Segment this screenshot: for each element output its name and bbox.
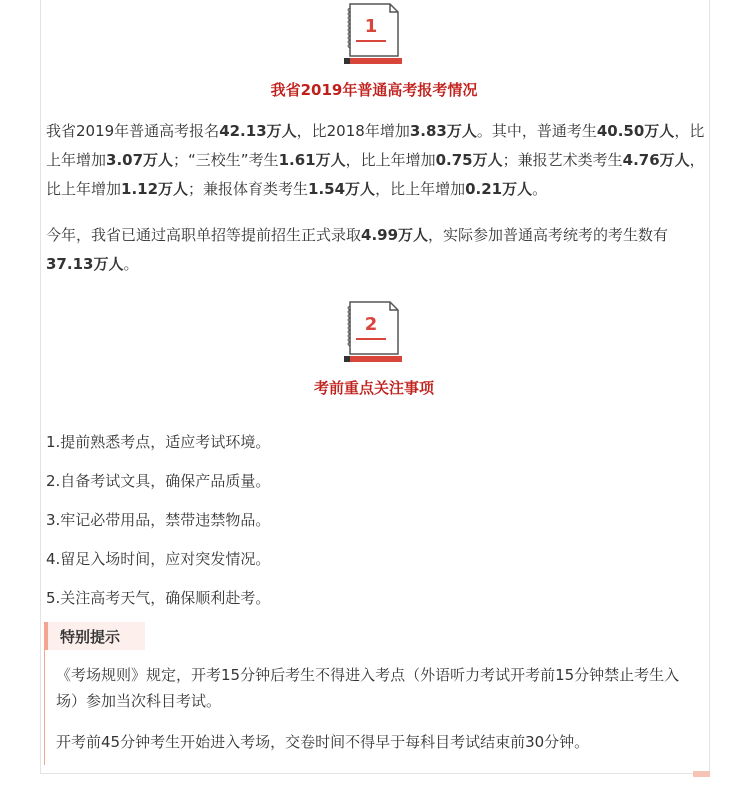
note-icon: [344, 300, 404, 364]
paragraph-text: ；兼报体育类考生: [188, 180, 309, 198]
number-underline: [356, 338, 386, 340]
tip-paragraph-2: 开考前45分钟考生开始进入考场，交卷时间不得早于每科目考试结束前30分钟。: [56, 733, 590, 751]
highlight-figure: 40.50万人: [596, 122, 675, 140]
icon-base: [344, 58, 402, 64]
section-title: 考前重点关注事项: [313, 379, 434, 397]
section-title: 我省2019年普通高考报考情况: [270, 81, 478, 99]
paragraph-text: ，实际参加普通高考统考的考生数有: [428, 226, 669, 244]
paragraph-text: ，比上年增加: [46, 151, 705, 198]
corner-mark: [693, 771, 710, 777]
paragraph-text: ；兼报艺术类考生: [502, 151, 623, 169]
list-item: 1.提前熟悉考点，适应考试环境。: [46, 433, 271, 451]
highlight-figure: 42.13万人: [219, 122, 297, 140]
paragraph-text: ，比2018年增加: [296, 122, 410, 140]
highlight-figure: 0.21万人: [465, 180, 533, 198]
highlight-figure: 3.83万人: [409, 122, 477, 140]
highlight-figure: 1.61万人: [278, 151, 346, 169]
highlight-figure: 37.13万人: [46, 255, 124, 273]
highlight-figure: 1.54万人: [308, 180, 376, 198]
highlight-figure: 4.76万人: [622, 151, 690, 169]
paragraph-text: ；“三校生”考生: [173, 151, 279, 169]
list-item: 5.关注高考天气，确保顺利赴考。: [46, 589, 271, 607]
paragraph-text: ，比上年增加: [375, 180, 466, 198]
paragraph-text: 今年，我省已通过高职单招等提前招生正式录取: [46, 226, 362, 244]
number-underline: [356, 40, 386, 42]
section-number: 1: [364, 16, 378, 37]
section1-paragraph-2: [46, 221, 706, 279]
icon-base-cap: [344, 356, 350, 362]
list-item: 2.自备考试文具，确保产品质量。: [46, 472, 271, 490]
paragraph-text: ，比上年增加: [46, 122, 705, 169]
highlight-figure: 0.75万人: [435, 151, 503, 169]
tip-header-label: 特别提示: [60, 628, 121, 646]
tip-left-border: [44, 650, 45, 765]
section1-paragraph-1: [46, 117, 706, 204]
paragraph-text: 。: [123, 255, 139, 273]
note-icon: [344, 2, 404, 66]
icon-base-cap: [344, 58, 350, 64]
paragraph-text: 。其中，普通考生: [476, 122, 597, 140]
tip-header: [44, 622, 145, 650]
list-item: 3.牢记必带用品，禁带违禁物品。: [46, 511, 271, 529]
paragraph-text: 。: [532, 180, 548, 198]
paragraph-text: ，比上年增加: [345, 151, 436, 169]
highlight-figure: 3.07万人: [106, 151, 174, 169]
tip-paragraph-1: 《考场规则》规定，开考15分钟后考生不得进入考点（外语听力考试开考前15分钟禁止考生入场）参加当次科目考试。: [56, 666, 680, 710]
paragraph-text: 我省2019年普通高考报名: [46, 122, 220, 140]
icon-base: [344, 356, 402, 362]
highlight-figure: 4.99万人: [361, 226, 429, 244]
section-number: 2: [364, 314, 378, 335]
list-item: 4.留足入场时间，应对突发情况。: [46, 550, 271, 568]
highlight-figure: 1.12万人: [121, 180, 189, 198]
